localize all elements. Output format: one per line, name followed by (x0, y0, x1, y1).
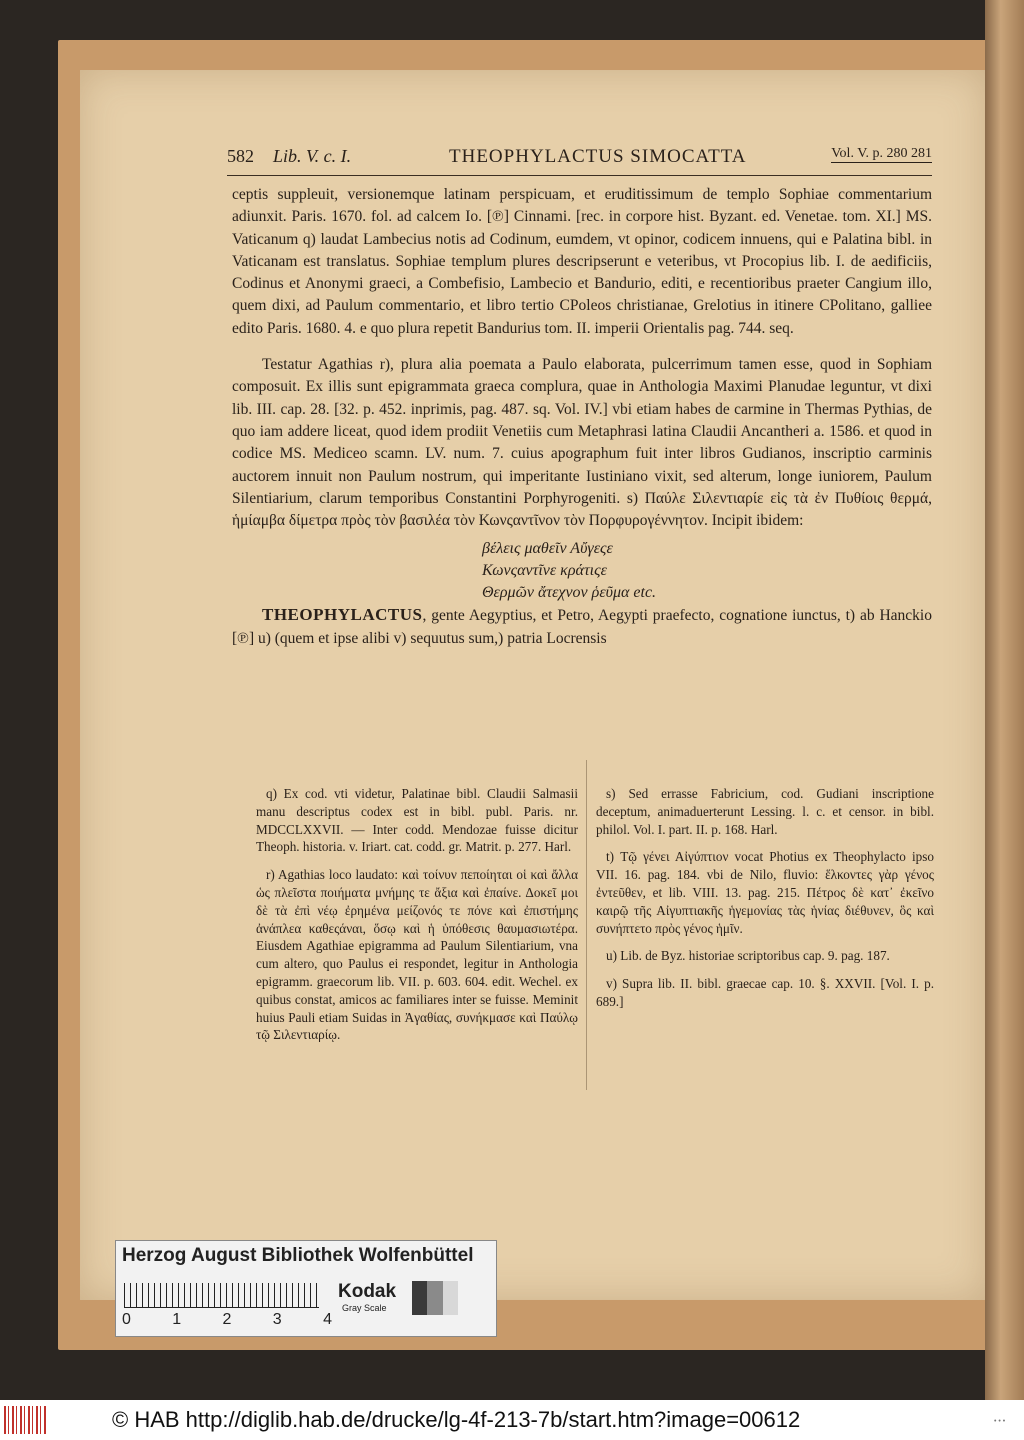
ruler-number: 4 (323, 1311, 332, 1328)
ruler-number: 1 (172, 1311, 182, 1328)
footnote-u: u) Lib. de Byz. historiae scriptoribus cap. 9. pag. 187. (606, 948, 890, 964)
verse-line: Κωνςαντῖνε κράτιςε (482, 562, 607, 580)
more-dots-icon[interactable]: • • • (994, 1418, 1006, 1425)
volume-reference: Vol. V. p. 280 281 (831, 146, 932, 161)
verse-line: βέλεις μαθεῖν Αὔγεςε (482, 540, 613, 558)
library-color-target-label (115, 1240, 497, 1337)
gray-swatch (427, 1281, 442, 1315)
page-number: 582 (227, 146, 254, 166)
footnotes-left-column (256, 785, 578, 1054)
footnote-q: q) Ex cod. vti videtur, Palatinae bibl. Claudii Salmasii manu descriptus codex est in bibl. publ. Paris. nr. MDCCLXXVII. — Inter codd. Mendozae fuisse dicitur Theoph. historia. v. Iriart. cat. codd. gr. Matrit. p. 277. Harl. (256, 786, 578, 855)
section-text: , gente Aegyptius, et Petro, Aegypti praefecto, cognatione iunctus, t) ab Hanckio [℗] u) (quem et ipse alibi v) sequutus sum,) patria Locrensis (232, 607, 932, 647)
ruler-number: 2 (222, 1311, 232, 1328)
scale-ruler (124, 1283, 319, 1308)
paragraph-1: ceptis suppleuit, versionemque latinam perspicuam, et eruditissimum de templo Sophiae commentarium adiunxit. Paris. 1670. fol. ad calcem Io. [℗] Cinnami. [rec. in corpore hist. Byzant. ed. Venetae. tom. XI.] MS. Vaticanum q) laudat Lambecius notis ad Codinum, eumdem, vt opinor, codicem innuens, qui e Palatina bibl. in Vaticanam est translatus. Sophiae templum plures descripserunt e veteribus, vt Procopius lib. I. de aedificiis, Codinus et Anonymi graeci, a Combefisio, Lambecio et Bandurio, editi, e recentioribus praeter Cangium illo, quem dixi, ad Paulum commentario, et libro tertio CPoleos christianae, Grelotius in itinere CPolitano, galliee edito Paris. 1680. 4. e quo plura repetit Bandurius tom. II. imperii Orientalis pag. 744. seq. (232, 186, 932, 337)
ruler-number: 0 (122, 1311, 131, 1328)
paragraph-theophylactus (232, 604, 932, 650)
gray-scale-caption: Gray Scale (342, 1303, 387, 1313)
verse-line: Θερμῶν ἄτεχνον ῥεῦμα etc. (482, 584, 657, 602)
footnote-t: t) Τῷ γένει Αἰγύπτιον vocat Photius ex Theophylacto ipso VII. 16. pag. 184. vbi de Nilo, fluvio: ἕλκοντες γὰρ γένος ἐντεῦθεν, et lib. VIII. 13. pag. 215. Πέτρος δὲ κατ᾽ ἐκεῖνο καιρῷ τῆς Αἰγυπτιακῆς ἡγεμονίας τὰς ἡνίας διέθυνεν, ὃς καὶ συνήπτετο πρὸς γένος ἡμῖν. (596, 849, 934, 936)
ruler-number: 3 (272, 1311, 282, 1328)
gray-scale-swatches (412, 1281, 458, 1315)
greek-verse (482, 538, 932, 604)
footnote-r: r) Agathias loco laudato: καὶ τοίνυν πεποίηται οἱ καὶ ἄλλα ὡς πλεῖστα ποιήματα μνήμης τε ἄξια καὶ ἐπαίνε. Δοκεῖ μοι δὲ τὰ ἐπὶ νέῳ ἐρημένα μείζονός τε πόνε καὶ ἐπιστήμης ἀνάπλεα καθεςάναι, ὅσῳ καὶ ἡ ὑπόθεσις θαυμασιωτέρα. Eiusdem Agathiae epigramma ad Paulum Silentiarium, vna cum altero, quo Paulus ei respondet, legitur in Anthologia epigramm. graecorum lib. VII. p. 603. 604. edit. Wechel. ex quibus constat, amicos ac familiares inter se fuisse. Meminit huius Pauli etiam Suidas in Ἀγαθίας, συνήκμασε καὶ Παύλῳ τῷ Σιλεντιαρίῳ. (256, 867, 578, 1043)
hab-logo-icon (4, 1406, 46, 1434)
running-title: THEOPHYLACTUS SIMOCATTA (449, 146, 747, 167)
header-rule (227, 175, 932, 176)
copyright-url[interactable]: © HAB http://diglib.hab.de/drucke/lg-4f-213-7b/start.htm?image=00612 (112, 1407, 801, 1432)
paragraph-2: Testatur Agathias r), plura alia poemata a Paulo elaborata, pulcerrimum tamen esse, quod in Sophiam composuit. Ex illis sunt epigrammata graeca complura, quae in Anthologia Maximi Planudae leguntur, vt dixi lib. III. cap. 28. [32. p. 452. inprimis, pag. 487. sq. Vol. IV.] vbi etiam habes de carmine in Thermas Pythias, de quo iam addere liceat, quod idem prodiit Venetiis cum Metaphrasi latina Claudii Ancantheri a. 1586. et quod in codice MS. Mediceo scamn. LV. num. 7. cuius apographum fuit inter libros Gudianos, inscriptio carminis auctorem innuit non Paulum nostrum, qui imperitante Iustiniano vixit, sed alterum, longe iuniorem, Paulum Silentiarium, clarum temporibus Constantini Porphyrogeniti. s) Παύλε Σιλεντιαρίε εἰς τὰ ἐν Πυθίοις θερμά, ἡμίαμβα δίμετρα πρὸς τὸν βασιλέα τὸν Κωνςαντῖνον τὸν Πορφυρογέννητον. Incipit ibidem: (232, 356, 932, 530)
kodak-logo: Kodak (338, 1281, 397, 1302)
footnotes-right-column (596, 785, 934, 1021)
main-text (232, 184, 932, 650)
book-chapter: Lib. V. c. I. (273, 146, 352, 166)
footnote-s: s) Sed errasse Fabricium, cod. Gudiani inscriptione deceptum, animaduerterunt Lessing. l. c. et censor. in bibl. philol. Vol. I. part. II. p. 168. Harl. (596, 786, 934, 837)
ruler-numbers (122, 1311, 332, 1329)
gray-swatch (412, 1281, 427, 1315)
viewer-footer (0, 1400, 1024, 1440)
section-heading: THEOPHYLACTUS (262, 605, 423, 625)
footnote-v: v) Supra lib. II. bibl. graecae cap. 10. §. XXVII. [Vol. I. p. 689.] (596, 976, 934, 1009)
book-spine (985, 0, 1024, 1400)
running-header (227, 146, 932, 170)
footnote-column-separator (586, 760, 587, 1090)
gray-swatch (443, 1281, 458, 1315)
library-name: Herzog August Bibliothek Wolfenbüttel (122, 1245, 474, 1266)
